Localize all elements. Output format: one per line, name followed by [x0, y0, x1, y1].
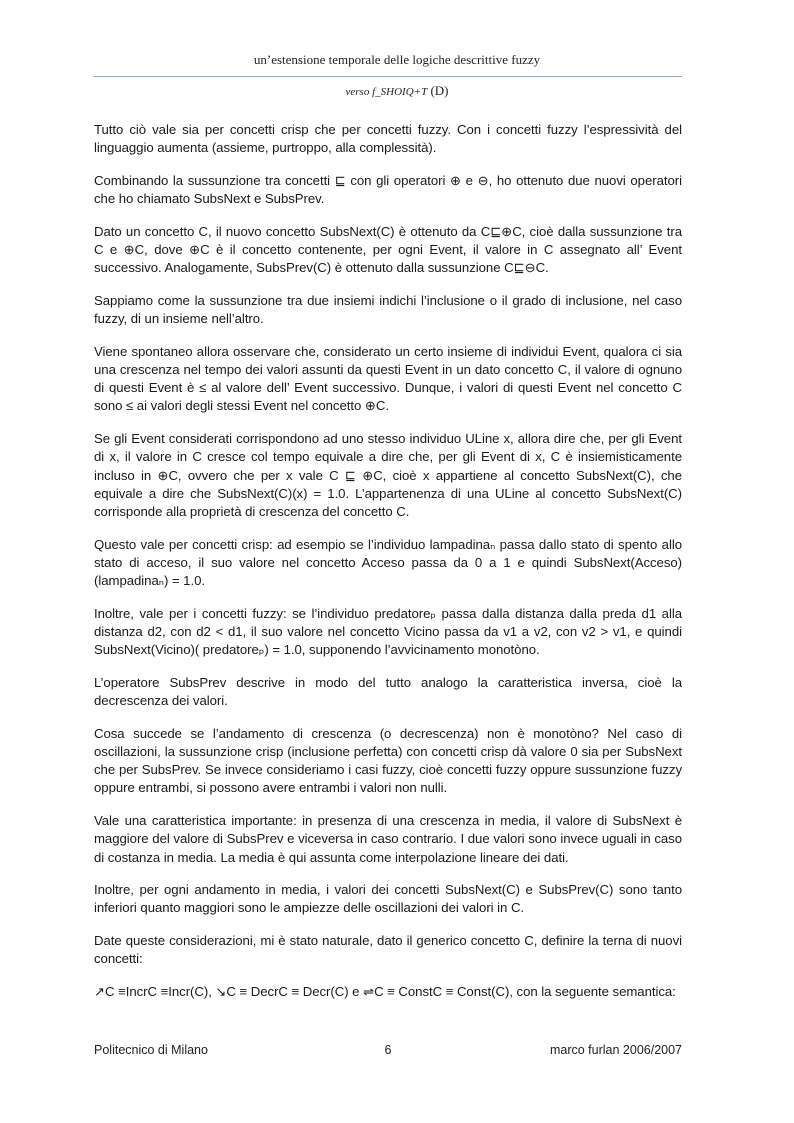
running-header-subtitle — [0, 83, 794, 99]
paragraph: ↗C ≡IncrC ≡Incr(C), ↘C ≡ DecrC ≡ Decr(C) e ⇌C ≡ ConstC ≡ Const(C), con la seguente semantica: — [94, 984, 676, 1000]
paragraph: Cosa succede se l’andamento di crescenza (o decrescenza) non è monotòno? Nel caso di oscillazioni, la sussunzione crisp (inclusione perfetta) con concetti crisp dà valore 0 sia per SubsNext che per SubsPrev. Se invece consideriamo i casi fuzzy, cioè concetti fuzzy oppure sussunzione fuzzy oppure entrambi, si possono avere entrambi i valori non nulli. — [94, 725, 682, 796]
footer-institution: Politecnico di Milano — [94, 1043, 208, 1057]
paragraph: L’operatore SubsPrev descrive in modo del tutto analogo la caratteristica inversa, cioè la decrescenza dei valori. — [94, 674, 682, 709]
header-subtitle-italic: verso f_SHOIQ+T — [345, 86, 428, 98]
header-divider — [93, 76, 682, 77]
page-footer — [94, 1043, 682, 1061]
document-body — [94, 121, 682, 1016]
paragraph: Vale una caratteristica importante: in presenza di una crescenza in media, il valore di SubsNext è maggiore del valore di SubsPrev e viceversa in caso contrario. I due valori sono invece uguali in caso di costanza in media. La media è qui assunta come interpolazione lineare dei dati. — [94, 813, 682, 865]
paragraph: Date queste considerazioni, mi è stato naturale, dato il generico concetto C, definire la terna di nuovi concetti: — [94, 933, 682, 967]
paragraph: Inoltre, vale per i concetti fuzzy: se l’individuo predatoreₚ passa dalla distanza dalla preda d1 alla distanza d2, con d2 < d1, il suo valore nel concetto Vicino passa da v1 a v2, con v2 > v1, e quindi SubsNext(Vicino)( predatoreₚ) = 1.0, supponendo l’avvicinamento monotòno. — [94, 605, 682, 658]
paragraph: Inoltre, per ogni andamento in media, i valori dei concetti SubsNext(C) e SubsPrev(C) sono tanto inferiori quanto maggiori sono le ampiezze delle oscillazioni dei valori in C. — [94, 882, 682, 916]
header-subtitle-tail: (D) — [430, 83, 449, 98]
paragraph: Combinando la sussunzione tra concetti ⊑ con gli operatori ⊕ e ⊖, ho ottenuto due nuovi operatori che ho chiamato SubsNext e SubsPrev. — [94, 172, 682, 207]
running-header-title: un’estensione temporale delle logiche descrittive fuzzy — [253, 52, 541, 67]
paragraph: Tutto ciò vale sia per concetti crisp che per concetti fuzzy. Con i concetti fuzzy l’espressività del linguaggio aumenta (assieme, purtroppo, alla complessità). — [94, 122, 682, 156]
paragraph: Dato un concetto C, il nuovo concetto SubsNext(C) è ottenuto da C⊑⊕C, cioè dalla sussunzione tra C e ⊕C, dove ⊕C è il concetto contenente, per ogni Event, il valore in C assegnato all’ Event successivo. Analogamente, SubsPrev(C) è ottenuto dalla sussunzione C⊑⊖C. — [94, 223, 682, 276]
page-number: 6 — [384, 1043, 392, 1057]
paragraph: Questo vale per concetti crisp: ad esempio se l’individuo lampadinaₙ passa dallo stato di spento allo stato di acceso, il suo valore nel concetto Acceso passa da 0 a 1 e quindi SubsNext(Acceso)(lampadinaₙ) = 1.0. — [94, 536, 682, 589]
paragraph: Sappiamo come la sussunzione tra due insiemi indichi l’inclusione o il grado di inclusione, nel caso fuzzy, di un insieme nell’altro. — [94, 292, 682, 327]
footer-author: marco furlan 2006/2007 — [549, 1043, 682, 1057]
paragraph: Se gli Event considerati corrispondono ad uno stesso individuo ULine x, allora dire che, per gli Event di x, il valore in C cresce col tempo equivale a dire che, per gli Event di x, C è insiemisticamente incluso in ⊕C, ovvero che per x vale C ⊑ ⊕C, cioè x appartiene al concetto SubsNext(C), che equivale a dire che SubsNext(C)(x) = 1.0. L’appartenenza di una ULine al concetto SubsNext(C) corrisponde alla proprietà di crescenza del concetto C. — [94, 431, 682, 519]
paragraph: Viene spontaneo allora osservare che, considerato un certo insieme di individui Event, qualora ci sia una crescenza nel tempo dei valori assunti da questi Event in un dato concetto C, il valore di ognuno di questi Event è ≤ al valore dell’ Event successivo. Dunque, i valori di questi Event nel concetto C sono ≤ ai valori degli stessi Event nel concetto ⊕C. — [94, 343, 682, 414]
